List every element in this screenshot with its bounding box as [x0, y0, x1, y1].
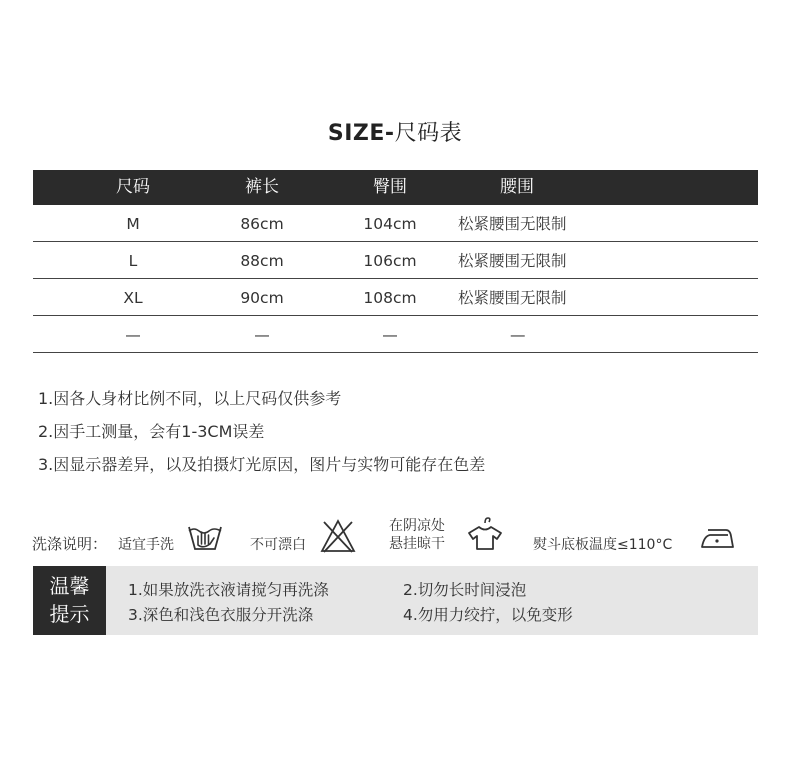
cell-waist: 松紧腰围无限制: [458, 252, 567, 270]
page-title: [0, 116, 790, 147]
hand-wash-text: 适宜手洗: [118, 537, 174, 553]
table-row: [33, 205, 758, 242]
size-notes: [38, 387, 485, 486]
hang-dry-icon: [467, 515, 503, 551]
title-bold: SIZE-: [327, 121, 395, 146]
table-row: [33, 242, 758, 279]
cell-size: L: [128, 252, 138, 270]
cell-hip: 106cm: [363, 252, 417, 270]
cell-size: —: [125, 326, 141, 344]
table-row: [33, 316, 758, 353]
cell-waist: 松紧腰围无限制: [458, 289, 567, 307]
title-rest: 尺码表: [394, 121, 463, 146]
size-table-header: [33, 170, 758, 205]
note-item: 1.因各人身材比例不同，以上尺码仅供参考: [38, 389, 342, 408]
warm-tips-label-1: 温馨: [49, 574, 90, 598]
warm-tips: [33, 566, 758, 635]
note-item: 3.因显示器差异，以及拍摄灯光原因，图片与实物可能存在色差: [38, 455, 486, 474]
care-instructions: [0, 510, 790, 560]
cell-length: 86cm: [240, 215, 284, 233]
cell-hip: 104cm: [363, 215, 417, 233]
tip-item: 2.切勿长时间浸泡: [403, 581, 527, 599]
header-hip: 臀围: [373, 177, 407, 197]
cell-length: 90cm: [240, 289, 284, 307]
header-size: 尺码: [116, 177, 150, 197]
header-length: 裤长: [245, 177, 279, 197]
table-row: [33, 279, 758, 316]
cell-size: M: [126, 215, 140, 233]
care-label: 洗涤说明：: [32, 535, 108, 553]
warm-tips-label-2: 提示: [49, 602, 90, 626]
cell-length: —: [254, 326, 270, 344]
tip-item: 3.深色和浅色衣服分开洗涤: [128, 606, 314, 624]
tip-item: 4.勿用力绞拧，以免变形: [403, 606, 573, 624]
no-bleach-text: 不可漂白: [250, 537, 306, 553]
hand-wash-icon: [186, 518, 224, 552]
cell-length: 88cm: [240, 252, 284, 270]
header-waist: 腰围: [500, 177, 534, 197]
iron-icon: [700, 526, 734, 550]
cell-waist: 松紧腰围无限制: [458, 215, 567, 233]
cell-size: XL: [123, 289, 143, 307]
no-bleach-icon: [320, 518, 356, 554]
size-table: [33, 170, 758, 353]
cell-hip: 108cm: [363, 289, 417, 307]
note-item: 2.因手工测量，会有1-3CM误差: [38, 422, 265, 441]
hang-dry-text-1: 在阴凉处: [389, 518, 445, 534]
hang-dry-text-2: 悬挂晾干: [389, 536, 445, 552]
cell-waist: —: [510, 326, 526, 344]
warm-tips-label: [33, 566, 106, 635]
iron-text: 熨斗底板温度≤110°C: [533, 537, 673, 553]
cell-hip: —: [382, 326, 398, 344]
tip-item: 1.如果放洗衣液请搅匀再洗涤: [128, 581, 329, 599]
